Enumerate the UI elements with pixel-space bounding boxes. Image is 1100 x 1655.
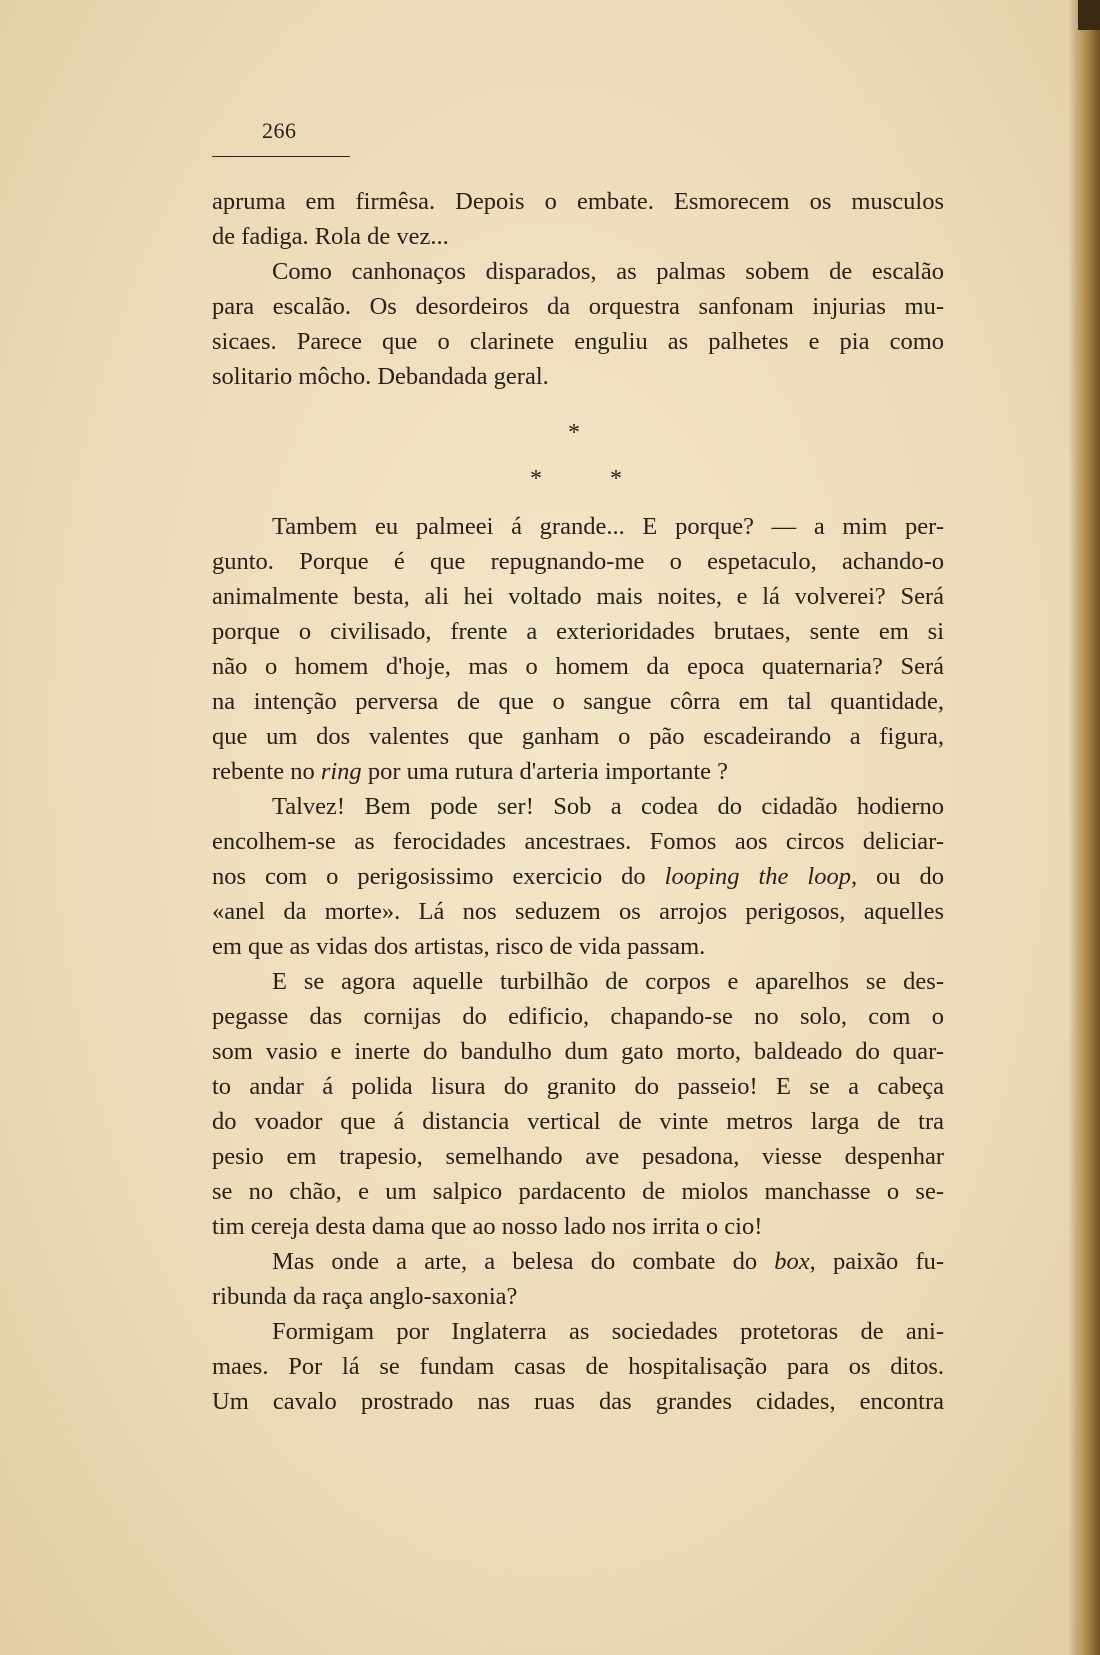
text-line: Um cavalo prostrado nas ruas das grandes cidades, encontra <box>212 1388 944 1415</box>
text-line: ribunda da raça anglo-saxonia? <box>212 1283 518 1310</box>
italic-term: ring <box>320 758 362 785</box>
text-span: nos com o perigosissimo exercicio do <box>212 863 665 890</box>
text-line: encolhem-se as ferocidades ancestraes. Fomos aos circos deliciar- <box>212 828 944 855</box>
text-line <box>212 1244 944 1279</box>
text-span: , paixão fu- <box>809 1248 945 1275</box>
text-line <box>212 859 944 894</box>
body-text <box>212 184 944 1419</box>
italic-term: looping the loop <box>664 863 851 890</box>
italic-term: box <box>774 1248 810 1275</box>
text-line: Como canhonaços disparados, as palmas sobem de escalão <box>272 258 944 285</box>
text-line: E se agora aquelle turbilhão de corpos e aparelhos se des- <box>272 968 944 995</box>
text-line: solitario môcho. Debandada geral. <box>212 363 549 390</box>
text-line: pegasse das cornijas do edificio, chapando-se no solo, com o <box>212 1003 944 1030</box>
text-line: Formigam por Inglaterra as sociedades protetoras de ani- <box>272 1318 944 1345</box>
text-line: Tambem eu palmeei á grande... E porque? — a mim per- <box>272 513 944 540</box>
text-line: para escalão. Os desordeiros da orquestra sanfonam injurias mu- <box>212 293 944 320</box>
text-line: gunto. Porque é que repugnando-me o espetaculo, achando-o <box>212 548 944 575</box>
text-line: que um dos valentes que ganham o pão escadeirando a figura, <box>212 723 944 750</box>
asterisk: * <box>610 466 622 492</box>
asterisk: * <box>568 420 580 446</box>
text-line: «anel da morte». Lá nos seduzem os arrojos perigosos, aquelles <box>212 898 944 925</box>
asterisk: * <box>530 466 542 492</box>
text-line: não o homem d'hoje, mas o homem da epoca quaternaria? Será <box>212 653 944 680</box>
text-line: de fadiga. Rola de vez... <box>212 223 449 250</box>
section-separator <box>212 394 944 499</box>
text-line: tim cereja desta dama que ao nosso lado nos irrita o cio! <box>212 1213 763 1240</box>
text-span: por uma rutura d'arteria importante ? <box>361 758 729 785</box>
text-line: apruma em firmêsa. Depois o embate. Esmorecem os musculos <box>212 188 944 215</box>
text-line: se no chão, e um salpico pardacento de miolos manchasse o se- <box>212 1178 944 1205</box>
text-line: animalmente besta, ali hei voltado mais noites, e lá volverei? Será <box>212 583 944 610</box>
text-line: em que as vidas dos artistas, risco de vida passam. <box>212 933 706 960</box>
text-line: to andar á polida lisura do granito do passeio! E se a cabeça <box>212 1073 944 1100</box>
text-line: Talvez! Bem pode ser! Sob a codea do cidadão hodierno <box>272 793 944 820</box>
page-number: 266 <box>262 118 297 143</box>
page-edge <box>1078 0 1100 1655</box>
text-line: na intenção perversa de que o sangue côrra em tal quantidade, <box>212 688 944 715</box>
text-line: maes. Por lá se fundam casas de hospitalisação para os ditos. <box>212 1353 944 1380</box>
text-line: sicaes. Parece que o clarinete enguliu as palhetes e pia como <box>212 328 944 355</box>
text-line: porque o civilisado, frente a exterioridades brutaes, sente em si <box>212 618 944 645</box>
page-corner <box>1078 0 1100 30</box>
text-line: som vasio e inerte do bandulho dum gato morto, baldeado do quar- <box>212 1038 944 1065</box>
header-rule <box>212 156 350 157</box>
text-line: pesio em trapesio, semelhando ave pesadona, viesse despenhar <box>212 1143 944 1170</box>
text-span: , ou do <box>850 863 945 890</box>
text-span: Mas onde a arte, a belesa do combate do <box>272 1248 775 1275</box>
text-span: rebente no <box>212 758 321 785</box>
text-line <box>212 754 944 789</box>
text-line: do voador que á distancia vertical de vinte metros larga de tra <box>212 1108 944 1135</box>
